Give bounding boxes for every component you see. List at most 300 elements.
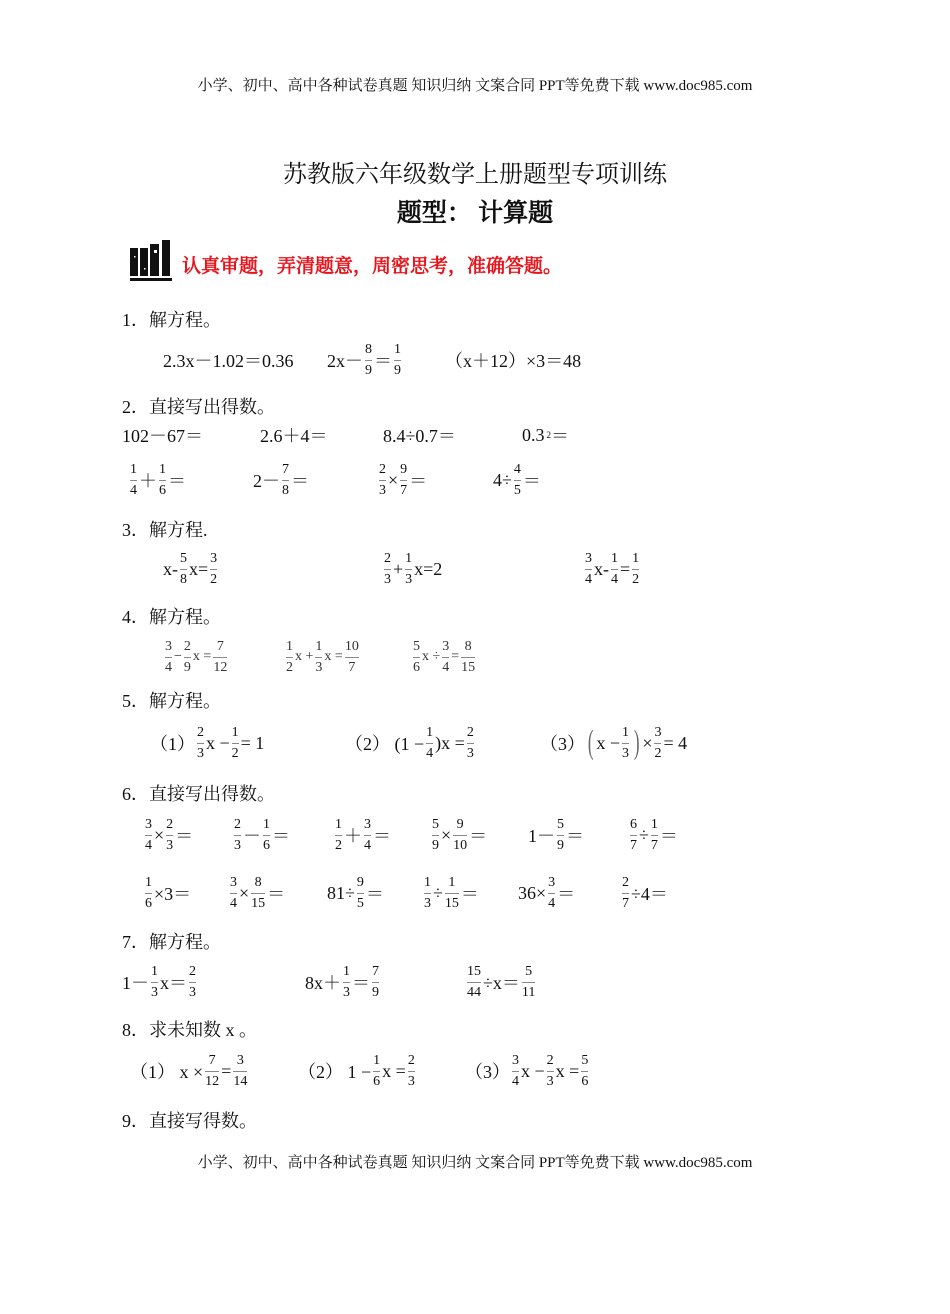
numerator: 7: [372, 964, 379, 980]
fraction: [145, 875, 152, 911]
math-expression: [163, 635, 229, 679]
expr-text: 8x＋: [305, 973, 341, 993]
denominator: 3: [405, 571, 413, 587]
expr-text: 4÷: [493, 469, 512, 490]
expr-text: =: [451, 649, 460, 664]
question-label: 4．解方程。: [122, 607, 221, 627]
numerator: 1: [130, 462, 137, 478]
numerator: 5: [413, 639, 420, 655]
expr-text: ＝: [557, 884, 576, 904]
fraction-bar: [467, 982, 481, 983]
fraction-bar: [611, 569, 618, 570]
denominator: 7: [348, 659, 356, 675]
numerator: 2: [379, 462, 386, 478]
expr-text: （3）: [465, 1062, 510, 1082]
denominator: 6: [159, 482, 166, 498]
denominator: 9: [557, 837, 564, 853]
math-expression: [298, 1049, 417, 1093]
expr-text: 2x－: [327, 351, 363, 371]
numerator: 7: [282, 462, 289, 478]
question-label: 5．解方程。: [122, 691, 221, 711]
math-expression: [305, 960, 381, 1004]
denominator: 2: [210, 571, 218, 587]
expr-text: ＝: [352, 973, 370, 993]
math-expression: [122, 960, 198, 1004]
expr-text: ×: [642, 732, 653, 753]
fraction: [384, 551, 391, 587]
fraction-bar: [461, 657, 475, 658]
denominator: 6: [263, 837, 270, 853]
fraction-bar: [233, 1071, 247, 1072]
expr-text: ×3＝: [154, 884, 192, 904]
denominator: 3: [234, 837, 241, 853]
question-label: 7．解方程。: [122, 932, 221, 952]
numerator: 1: [159, 462, 166, 478]
numerator: 3: [210, 551, 218, 567]
denominator: 3: [466, 745, 474, 761]
numerator: 3: [442, 639, 450, 655]
denominator: 7: [400, 482, 408, 498]
numerator: 1: [426, 725, 434, 741]
expr-text: =: [221, 1060, 232, 1081]
expr-text: ＝: [365, 884, 384, 904]
fraction: [581, 1053, 588, 1089]
denominator: 4: [585, 571, 592, 587]
expr-text: －: [243, 826, 261, 846]
denominator: 3: [424, 895, 431, 911]
document-subtitle: 题型： 计算题: [396, 200, 554, 227]
fraction-bar: [364, 835, 371, 836]
denominator: 7: [630, 837, 637, 853]
expr-text: ＝: [291, 471, 309, 491]
expr-text: ＝: [659, 826, 678, 846]
fraction-bar: [379, 480, 386, 481]
question-label: 8．求未知数 x 。: [122, 1020, 257, 1040]
fraction-bar: [622, 743, 629, 744]
numerator: 1: [448, 875, 456, 891]
fraction-bar: [165, 657, 172, 658]
denominator: 4: [145, 837, 152, 853]
expr-text: x −: [596, 732, 620, 753]
denominator: 2: [654, 745, 662, 761]
expr-text: x +: [295, 649, 314, 664]
fraction: [548, 875, 555, 911]
math-expression: [518, 871, 575, 915]
denominator: 9: [365, 362, 372, 378]
expr-text: +: [393, 558, 404, 579]
numerator: 3: [145, 817, 152, 833]
expr-text: x =: [555, 1060, 580, 1081]
expr-text: x −: [521, 1060, 545, 1081]
expr-text: ＝: [460, 884, 479, 904]
denominator: 4: [548, 895, 556, 911]
denominator: 2: [231, 745, 239, 761]
numerator: 2: [197, 725, 204, 741]
fraction: [442, 639, 449, 675]
math-expression: [628, 813, 678, 857]
numerator: 1: [632, 551, 640, 567]
math-expression: [128, 458, 186, 502]
fraction: [130, 462, 137, 498]
fraction-bar: [408, 1071, 415, 1072]
fraction: [145, 817, 152, 853]
fraction-bar: [343, 982, 350, 983]
math-expression: [163, 338, 294, 382]
denominator: 3: [621, 745, 629, 761]
fraction: [197, 725, 204, 761]
denominator: 5: [513, 482, 521, 498]
fraction: [512, 1053, 519, 1089]
denominator: 14: [233, 1073, 248, 1089]
numerator: 1: [373, 1053, 381, 1069]
math-expression: [445, 338, 581, 382]
denominator: 3: [546, 1073, 554, 1089]
numerator: 5: [525, 964, 533, 980]
fraction: [180, 551, 187, 587]
fraction-bar: [286, 657, 293, 658]
numerator: 3: [585, 551, 592, 567]
fraction-bar: [424, 893, 431, 894]
denominator: 4: [611, 571, 618, 587]
large-paren: (: [587, 724, 594, 761]
denominator: 44: [467, 984, 481, 1000]
fraction: [400, 462, 407, 498]
fraction-bar: [426, 743, 433, 744]
expr-text: x＝: [160, 973, 187, 993]
denominator: 7: [650, 837, 658, 853]
expr-text: x-: [163, 558, 178, 579]
fraction-bar: [130, 480, 137, 481]
question-label: 6．直接写出得数。: [122, 784, 275, 804]
fraction-bar: [514, 480, 521, 481]
denominator: 2: [632, 571, 640, 587]
denominator: 6: [581, 1073, 589, 1089]
fraction-bar: [557, 835, 564, 836]
math-expression: [143, 871, 191, 915]
fraction: [365, 342, 372, 378]
fraction-bar: [210, 569, 217, 570]
denominator: 9: [372, 984, 379, 1000]
exponent: 2: [546, 430, 551, 440]
expr-text: 2.6＋4＝: [260, 426, 328, 446]
math-expression: [411, 635, 477, 679]
numerator: 2: [183, 639, 191, 655]
fraction: [151, 964, 158, 1000]
numerator: 2: [622, 875, 629, 891]
fraction: [230, 875, 237, 911]
denominator: 3: [384, 571, 391, 587]
fraction-bar: [189, 982, 196, 983]
denominator: 6: [413, 659, 420, 675]
denominator: 3: [407, 1073, 415, 1089]
denominator: 9: [183, 659, 191, 675]
fraction-bar: [373, 1071, 380, 1072]
fraction: [432, 817, 439, 853]
fraction-bar: [384, 569, 391, 570]
denominator: 4: [364, 837, 371, 853]
fraction: [461, 639, 475, 675]
expr-text: x ÷: [422, 649, 441, 664]
denominator: 3: [166, 837, 174, 853]
numerator: 8: [464, 639, 472, 655]
numerator: 2: [189, 964, 196, 980]
fraction: [413, 639, 420, 675]
numerator: 2: [234, 817, 241, 833]
math-expression: [327, 871, 384, 915]
expr-text: （3）: [540, 734, 585, 754]
fraction: [557, 817, 564, 853]
expr-text: ＝: [409, 471, 428, 491]
numerator: 2: [407, 1053, 415, 1069]
fraction-bar: [315, 657, 322, 658]
slogan: 认真审题，弄清题意，周密思考，准确答题。: [182, 255, 563, 277]
fraction: [632, 551, 639, 587]
expr-text: ×: [441, 824, 452, 845]
fraction-bar: [400, 480, 407, 481]
numerator: 1: [621, 725, 629, 741]
fraction: [622, 875, 629, 911]
fraction: [251, 875, 265, 911]
numerator: 3: [654, 725, 662, 741]
math-expression: [522, 413, 569, 457]
numerator: 2: [166, 817, 174, 833]
denominator: 11: [521, 984, 536, 1000]
fraction: [426, 725, 433, 761]
fraction: [286, 639, 293, 675]
numerator: 1: [650, 817, 658, 833]
fraction: [394, 342, 401, 378]
denominator: 3: [189, 984, 196, 1000]
expr-text: （1）: [150, 734, 195, 754]
expr-text: ÷x＝: [483, 973, 520, 993]
expr-text: ＝: [566, 826, 584, 846]
expr-text: ÷: [639, 824, 649, 845]
fraction: [335, 817, 342, 853]
numerator: 1: [343, 964, 350, 980]
fraction: [622, 725, 629, 761]
books-icon: [128, 238, 174, 282]
fraction-bar: [230, 893, 237, 894]
numerator: 10: [344, 639, 359, 655]
fraction: [213, 639, 227, 675]
math-expression: [382, 547, 442, 591]
expr-text: 1－: [528, 826, 555, 846]
math-expression: [122, 413, 203, 457]
expr-text: ×: [154, 824, 165, 845]
page-footer: 小学、初中、高中各种试卷真题 知识归纳 文案合同 PPT等免费下载 www.doc985.com: [197, 1155, 753, 1171]
fraction-bar: [654, 743, 661, 744]
numerator: 15: [467, 964, 481, 980]
fraction-bar: [263, 835, 270, 836]
numerator: 1: [405, 551, 413, 567]
expr-text: 1－: [122, 973, 149, 993]
expr-text: −: [174, 649, 182, 664]
question-label: 1．解方程。: [122, 310, 221, 330]
fraction-bar: [145, 835, 152, 836]
numerator: 1: [231, 725, 239, 741]
math-expression: [583, 547, 641, 591]
numerator: 1: [424, 875, 431, 891]
fraction-bar: [180, 569, 187, 570]
denominator: 15: [444, 895, 459, 911]
expr-text: x-: [594, 558, 609, 579]
fraction: [232, 725, 239, 761]
expr-text: ＝: [373, 826, 391, 846]
fraction: [424, 875, 431, 911]
expr-text: ＋: [139, 471, 157, 491]
math-expression: [228, 871, 285, 915]
expr-text: ＝: [469, 826, 488, 846]
denominator: 4: [512, 1073, 519, 1089]
expr-text: x=2: [414, 558, 443, 579]
numerator: 5: [557, 817, 564, 833]
denominator: 15: [461, 659, 476, 675]
math-expression: [430, 813, 487, 857]
fraction-bar: [184, 657, 191, 658]
math-expression: [150, 721, 264, 765]
math-expression: [253, 458, 309, 502]
fraction-bar: [547, 1071, 554, 1072]
denominator: 4: [442, 659, 450, 675]
fraction-bar: [445, 893, 459, 894]
question-label: 2．直接写出得数。: [122, 397, 275, 417]
denominator: 3: [315, 659, 323, 675]
numerator: 1: [263, 817, 270, 833]
fraction: [205, 1053, 219, 1089]
numerator: 3: [364, 817, 371, 833]
expr-text: ＝: [522, 471, 541, 491]
expr-text: x =: [324, 649, 343, 664]
math-expression: [260, 413, 328, 457]
math-expression: [465, 960, 537, 1004]
fraction-bar: [453, 835, 467, 836]
math-expression: [130, 1049, 249, 1093]
expr-text: ÷4＝: [631, 884, 668, 904]
numerator: 4: [513, 462, 521, 478]
denominator: 5: [356, 895, 364, 911]
fraction: [547, 1053, 554, 1089]
expr-text: 2－: [253, 471, 280, 491]
expr-text: ×: [388, 469, 399, 490]
fraction-bar: [512, 1071, 519, 1072]
numerator: 9: [456, 817, 464, 833]
fraction: [343, 964, 350, 1000]
fraction-bar: [282, 480, 289, 481]
fraction-bar: [232, 743, 239, 744]
numerator: 3: [165, 639, 172, 655]
fraction: [630, 817, 637, 853]
numerator: 6: [630, 817, 637, 833]
fraction-bar: [197, 743, 204, 744]
expr-text: x =: [382, 1060, 406, 1081]
numerator: 2: [466, 725, 474, 741]
denominator: 3: [197, 745, 204, 761]
fraction-bar: [251, 893, 265, 894]
fraction-bar: [365, 360, 372, 361]
denominator: 15: [251, 895, 266, 911]
denominator: 8: [282, 482, 289, 498]
expr-text: )x =: [435, 732, 465, 753]
fraction-bar: [151, 982, 158, 983]
numerator: 2: [384, 551, 391, 567]
fraction: [166, 817, 173, 853]
expr-text: ＝: [551, 426, 569, 446]
fraction-bar: [467, 743, 474, 744]
expr-text: ＝: [168, 471, 186, 491]
question-label: 3．解方程.: [122, 520, 208, 540]
numerator: 1: [394, 342, 401, 358]
denominator: 9: [394, 362, 401, 378]
numerator: 5: [180, 551, 187, 567]
expr-text: （2） 1 −: [298, 1062, 372, 1082]
fraction-bar: [372, 982, 379, 983]
numerator: 1: [315, 639, 323, 655]
numerator: 9: [400, 462, 408, 478]
fraction: [405, 551, 412, 587]
expr-text: x −: [206, 732, 230, 753]
denominator: 12: [213, 659, 228, 675]
numerator: 3: [230, 875, 237, 891]
expr-text: x =: [192, 649, 212, 664]
expr-text: ×: [239, 882, 250, 903]
fraction-bar: [335, 835, 342, 836]
fraction: [159, 462, 166, 498]
numerator: 3: [236, 1053, 244, 1069]
denominator: 6: [373, 1073, 381, 1089]
fraction: [364, 817, 371, 853]
numerator: 3: [548, 875, 556, 891]
denominator: 4: [230, 895, 237, 911]
denominator: 4: [426, 745, 434, 761]
math-expression: [143, 813, 193, 857]
math-expression: [620, 871, 668, 915]
fraction: [345, 639, 359, 675]
math-expression: [333, 813, 391, 857]
fraction: [585, 551, 592, 587]
math-expression: [327, 338, 403, 382]
fraction-bar: [581, 1071, 588, 1072]
denominator: 6: [145, 895, 152, 911]
fraction: [233, 1053, 247, 1089]
page-header: 小学、初中、高中各种试卷真题 知识归纳 文案合同 PPT等免费下载 www.doc985.com: [197, 78, 753, 94]
math-expression: [540, 721, 687, 765]
fraction: [611, 551, 618, 587]
large-paren: ): [633, 724, 640, 761]
numerator: 5: [581, 1053, 589, 1069]
document-title: 苏教版六年级数学上册题型专项训练: [283, 162, 667, 188]
expr-text: 81÷: [327, 882, 355, 903]
expr-text: 8.4÷0.7＝: [383, 426, 456, 446]
fraction: [210, 551, 217, 587]
numerator: 1: [286, 639, 293, 655]
math-expression: [528, 813, 584, 857]
fraction: [445, 875, 459, 911]
expr-text: =: [620, 558, 631, 579]
denominator: 2: [286, 659, 293, 675]
math-expression: [345, 721, 476, 765]
fraction-bar: [394, 360, 401, 361]
expr-text: （1） x ×: [130, 1062, 204, 1082]
fraction-bar: [357, 893, 364, 894]
expr-text: 36×: [518, 882, 547, 903]
fraction: [651, 817, 658, 853]
fraction-bar: [213, 657, 227, 658]
denominator: 2: [335, 837, 342, 853]
numerator: 1: [611, 551, 618, 567]
fraction: [282, 462, 289, 498]
denominator: 12: [205, 1073, 220, 1089]
expr-text: ＝: [272, 826, 290, 846]
